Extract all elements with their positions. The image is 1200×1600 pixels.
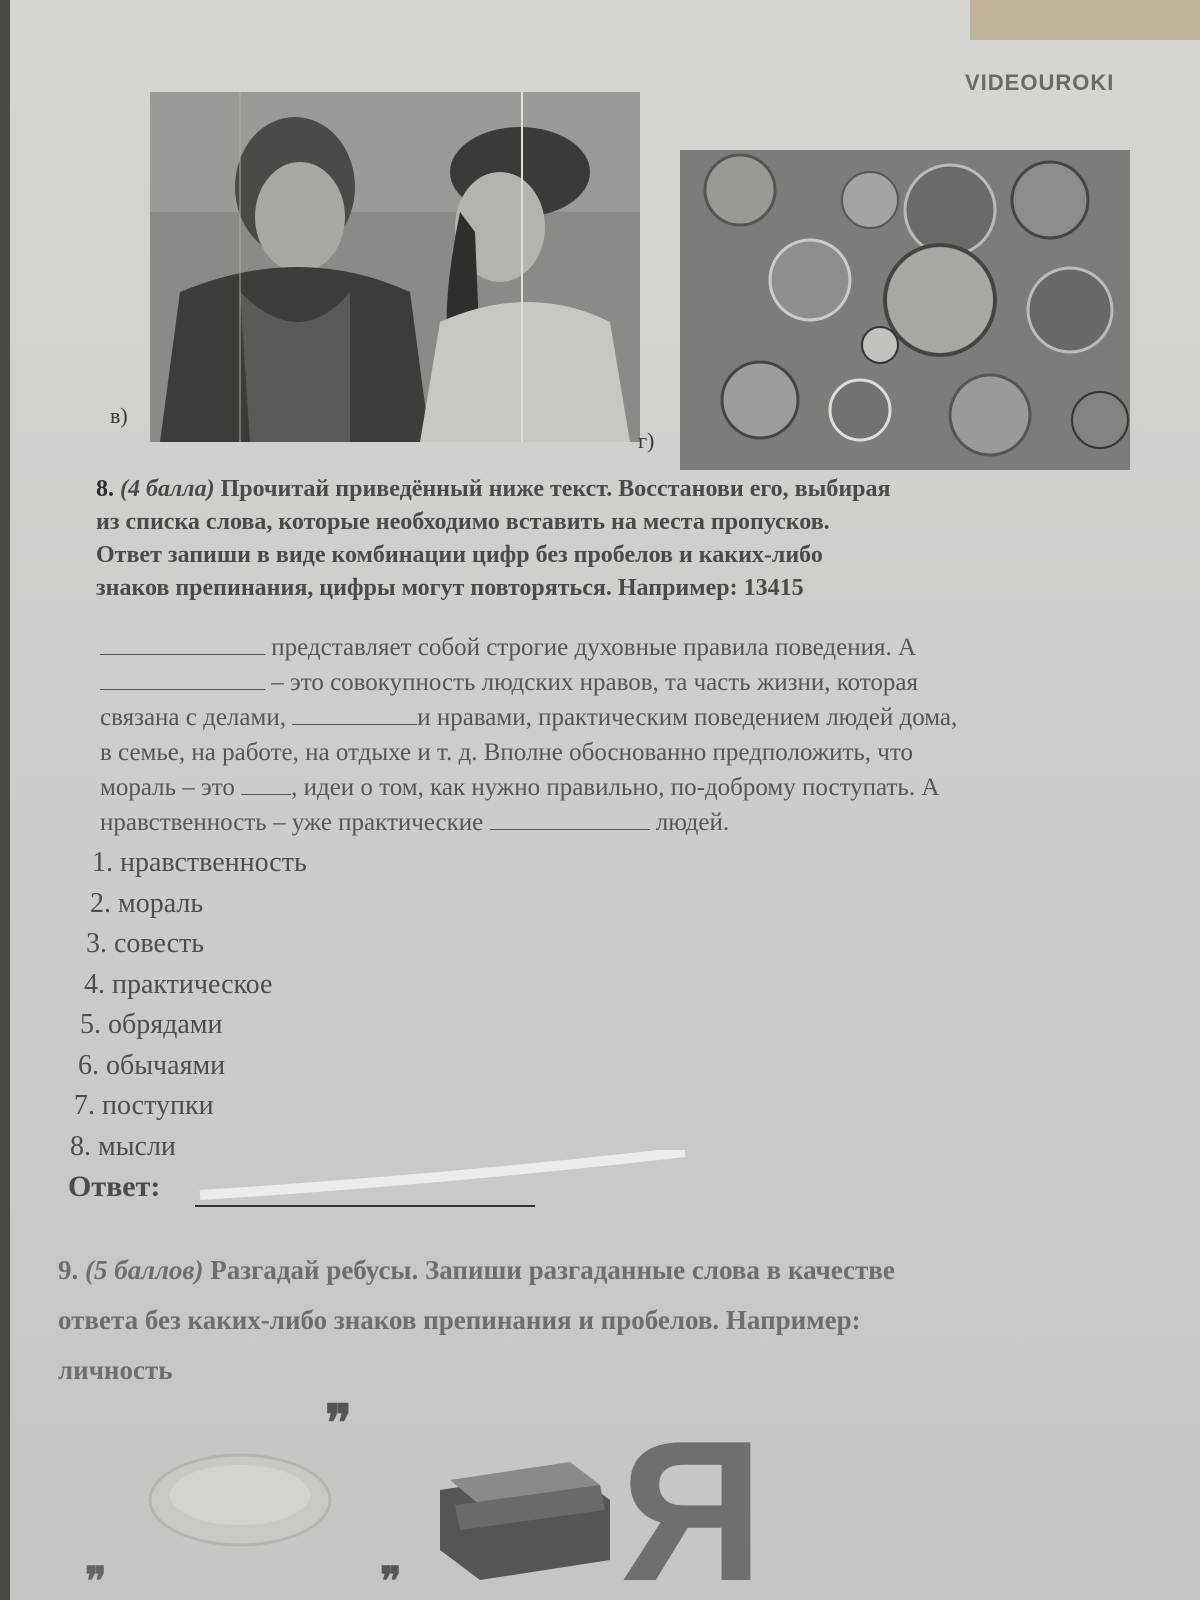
- instruction-line: личность: [58, 1355, 173, 1385]
- rebus-letter: Я: [620, 1400, 764, 1600]
- list-item: 8. мысли: [70, 1130, 176, 1162]
- list-item: 5. обрядами: [80, 1009, 223, 1040]
- figure-label-g: г): [638, 428, 655, 453]
- rebus-commas: ❞: [380, 1559, 402, 1600]
- instruction-line: знаков препинания, цифры могут повторяться. Например: 13415: [96, 575, 804, 601]
- videouroki-logo: VIDEOUROKI: [965, 70, 1115, 95]
- photo-food-table: [680, 150, 1130, 470]
- text-line: нравственность – уже практические: [100, 809, 484, 836]
- rebus-illustration: [10, 1380, 1200, 1600]
- list-item: 7. поступки: [74, 1090, 214, 1121]
- background-object: [970, 0, 1200, 40]
- instruction-line: Прочитай приведённый ниже текст. Восстанови его, выбирая: [220, 476, 891, 502]
- task-9: [58, 1245, 1188, 1395]
- text-line: и нравами, практическим поведением людей дома,: [417, 704, 958, 731]
- task-points: (5 баллов): [85, 1255, 204, 1285]
- instruction-line: ответа без каких-либо знаков препинания и пробелов. Например:: [58, 1305, 861, 1335]
- rebus-commas: ❞: [325, 1395, 352, 1451]
- instruction-line: из списка слова, которые необходимо вставить на места пропусков.: [96, 509, 830, 535]
- list-item: 3. совесть: [86, 928, 205, 959]
- task-points: (4 балла): [120, 476, 215, 502]
- text-line: , идеи о том, как нужно правильно, по-доброму поступать. А: [291, 774, 940, 801]
- text-line: в семье, на работе, на отдыхе и т. д. Вполне обоснованно предположить, что: [100, 739, 913, 766]
- photo-couple: [150, 92, 640, 442]
- text-line: – это совокупность людских нравов, та часть жизни, которая: [271, 669, 918, 696]
- text-line: связана с делами,: [100, 704, 286, 731]
- instruction-line: Разгадай ребусы. Запиши разгаданные слова в качестве: [210, 1255, 895, 1285]
- text-line: мораль – это: [100, 774, 235, 801]
- task-number: 8.: [96, 476, 114, 502]
- figure-label-v: в): [110, 403, 128, 428]
- answer-label: Ответ:: [68, 1170, 161, 1203]
- blank-5[interactable]: [490, 809, 650, 830]
- blank-3[interactable]: [292, 704, 417, 725]
- blank-4[interactable]: [241, 774, 291, 795]
- books-icon: [440, 1462, 610, 1580]
- pencil-mark: [190, 1150, 690, 1200]
- blank-1[interactable]: [100, 634, 265, 655]
- answer-field[interactable]: [195, 1205, 535, 1207]
- list-item: 4. практическое: [84, 968, 273, 1000]
- list-item: 6. обычаями: [78, 1049, 226, 1081]
- list-item: 1. нравственность: [92, 847, 307, 878]
- rebus-commas: ❞: [85, 1559, 107, 1600]
- options-list: [70, 843, 307, 1167]
- text-line: представляет собой строгие духовные правила поведения. А: [271, 634, 917, 661]
- text-line: людей.: [655, 809, 730, 836]
- worksheet-page: [10, 0, 1200, 1600]
- list-item: 2. мораль: [90, 887, 204, 919]
- gap-fill-text: [100, 630, 1180, 840]
- task-8: [96, 473, 1176, 605]
- task-number: 9.: [58, 1255, 79, 1285]
- blank-2[interactable]: [100, 669, 265, 690]
- rebus-area: [10, 1380, 1200, 1600]
- instruction-line: Ответ запиши в виде комбинации цифр без пробелов и каких-либо: [96, 542, 823, 568]
